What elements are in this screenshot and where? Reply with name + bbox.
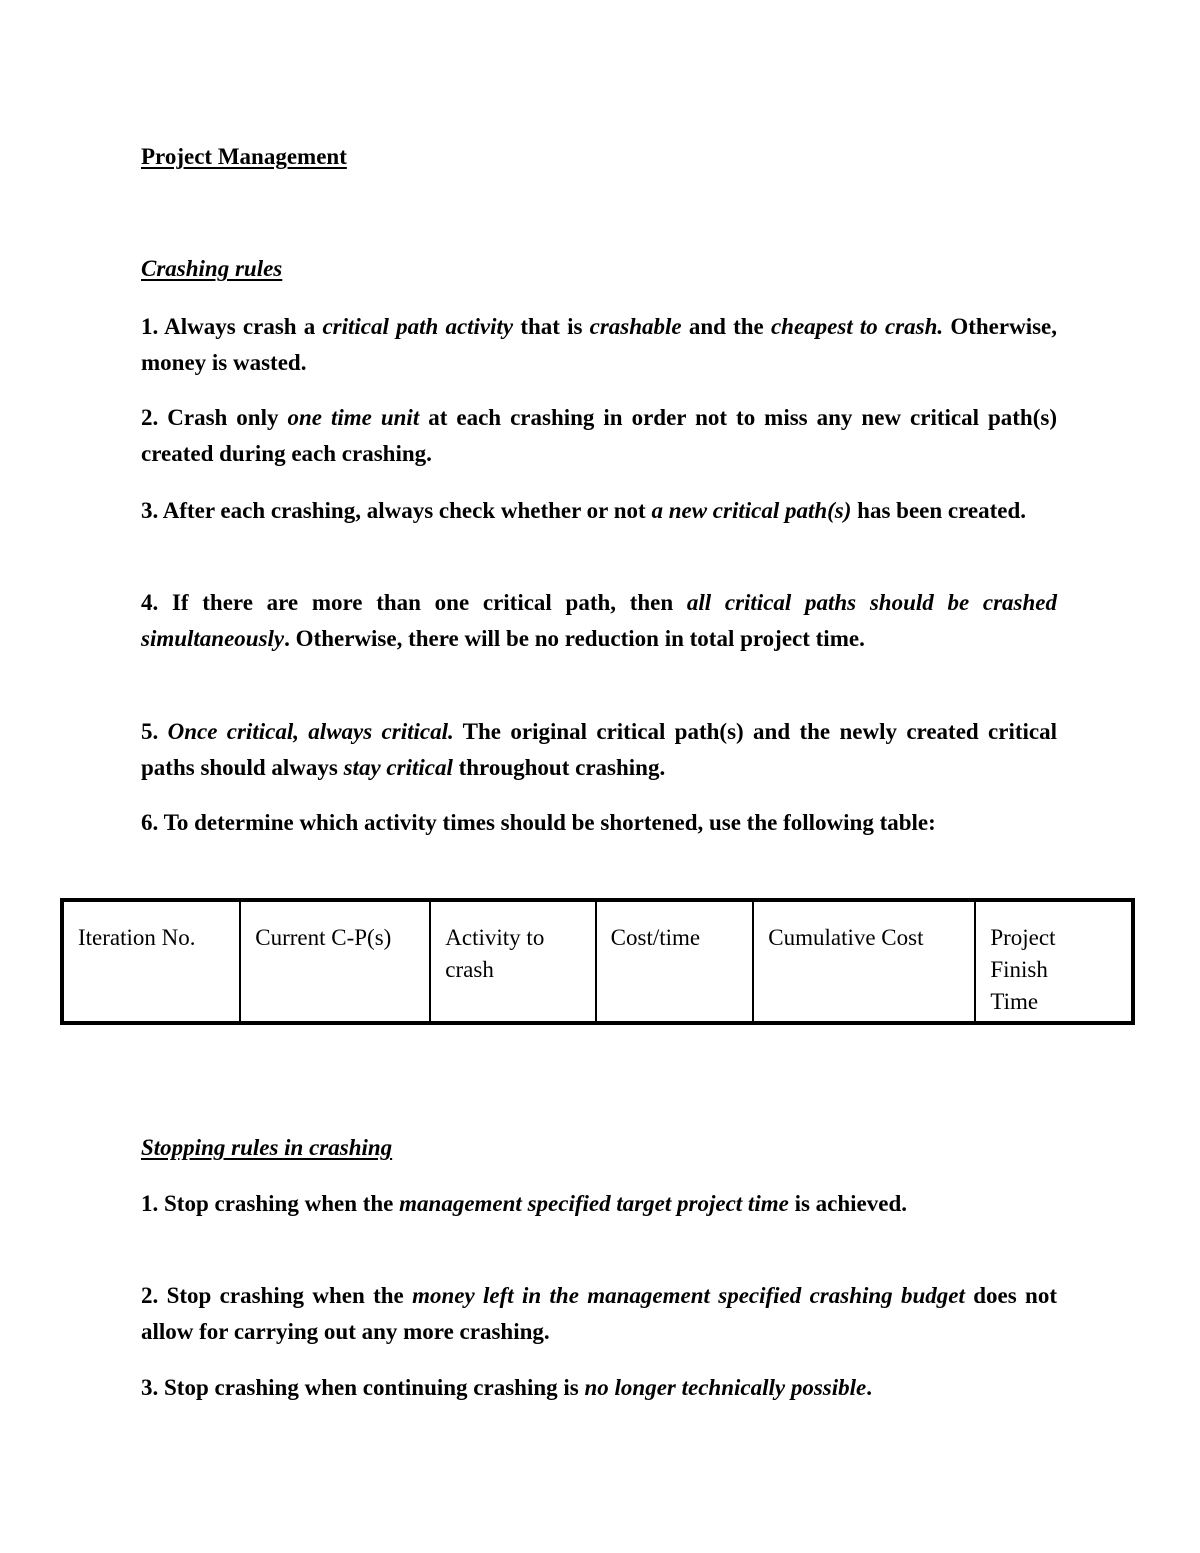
crashing-rules-heading: Crashing rules bbox=[141, 256, 283, 281]
crashing-rule-2: 2. Crash only one time unit at each crashing in order not to miss any new critical path(s) created during each crashing. bbox=[141, 405, 1057, 466]
stopping-rule-3: 3. Stop crashing when continuing crashing is no longer technically possible. bbox=[141, 1375, 872, 1400]
table-header-cell: Current C-P(s) bbox=[240, 900, 430, 1023]
stopping-rule-1: 1. Stop crashing when the management specified target project time is achieved. bbox=[141, 1191, 908, 1216]
table-header-cell: Cost/time bbox=[596, 900, 754, 1023]
stopping-rules-heading: Stopping rules in crashing bbox=[141, 1135, 393, 1160]
table-header-cell: Iteration No. bbox=[62, 900, 240, 1023]
crashing-rule-4: 4. If there are more than one critical path, then all critical paths should be crashed simultaneously. Otherwise, there will be no reduction in total project time. bbox=[141, 590, 1057, 651]
crashing-rule-5: 5. Once critical, always critical. The original critical path(s) and the newly created critical paths should always stay critical throughout crashing. bbox=[141, 719, 1057, 780]
table-header-row bbox=[62, 900, 1133, 1023]
table-header-cell: Project Finish Time bbox=[975, 900, 1133, 1023]
crashing-rule-3: 3. After each crashing, always check whether or not a new critical path(s) has been created. bbox=[141, 498, 1027, 523]
table-header-cell: Activity to crash bbox=[430, 900, 595, 1023]
stopping-rule-2: 2. Stop crashing when the money left in the management specified crashing budget does not allow for carrying out any more crashing. bbox=[141, 1283, 1057, 1344]
crashing-rule-1: 1. Always crash a critical path activity that is crashable and the cheapest to crash. Otherwise, money is wasted. bbox=[141, 314, 1057, 375]
table-header-cell: Cumulative Cost bbox=[753, 900, 975, 1023]
page-title: Project Management bbox=[141, 144, 347, 169]
crashing-rule-6: 6. To determine which activity times should be shortened, use the following table: bbox=[141, 810, 936, 835]
crashing-table bbox=[60, 898, 1135, 1025]
